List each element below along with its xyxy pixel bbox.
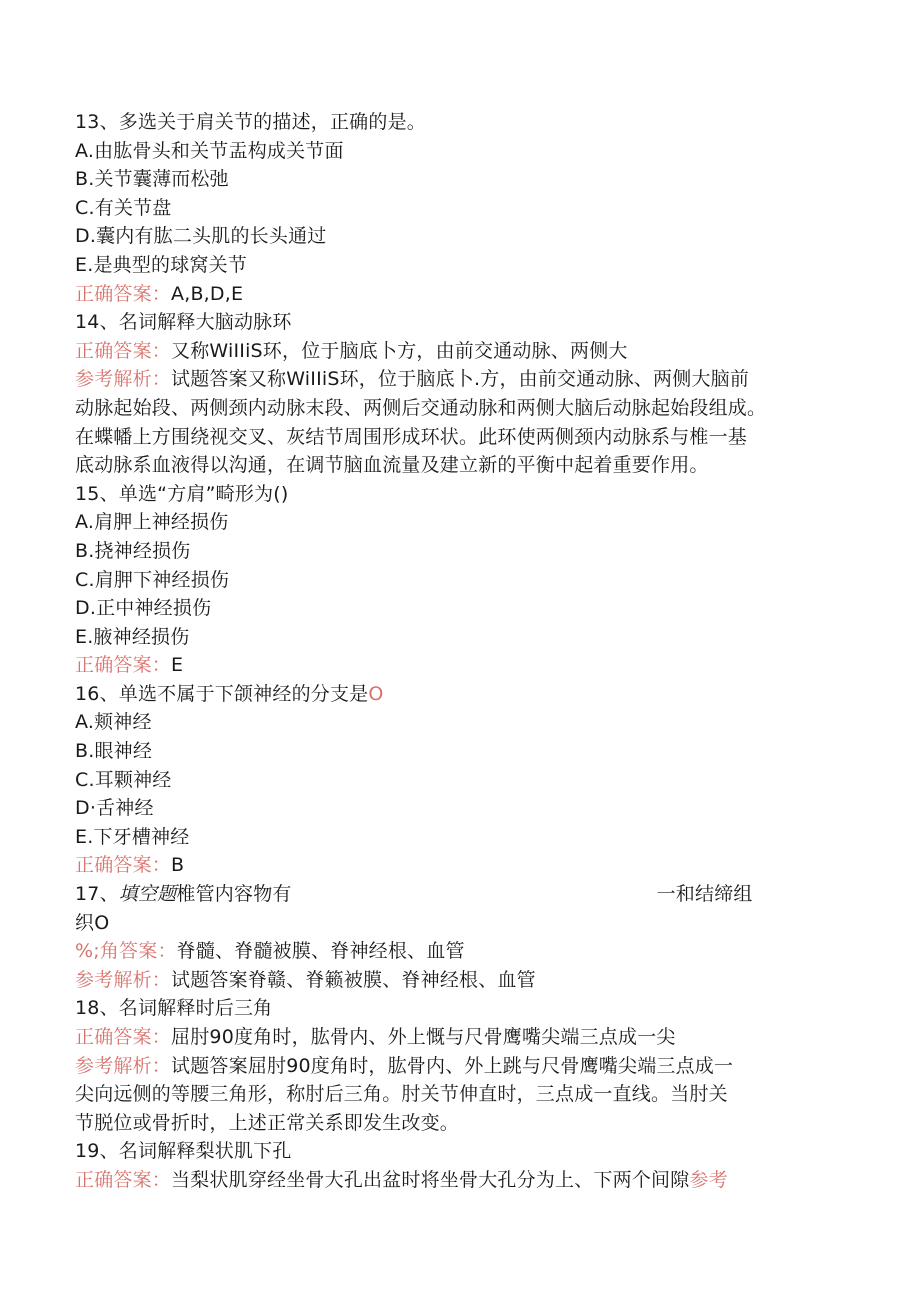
q13-option-b: B.关节囊薄而松弛 [75,168,229,191]
q19-title: 19、名词解释梨状肌下孔 [75,1140,292,1163]
q16-option-b: B.眼神经 [75,740,153,763]
q13-answer-row [75,280,865,309]
q16-answer-row [75,851,865,880]
q13-option-d: D.囊内有肱二头肌的长头通过 [75,225,327,248]
answer-label: 正确答案： [75,339,172,362]
q17-title-row [75,880,865,909]
q14-analysis-row [75,365,865,394]
q14-answer-row [75,337,865,366]
q18-title: 18、名词解释时后三角 [75,997,273,1020]
q16-option-e: E.下牙槽神经 [75,825,190,848]
q19-answer-row [75,1166,865,1195]
q14-analysis-line-3: 在蝶幡上方围绕视交叉、灰结节周围形成环状。此环使两侧颈内动脉系与椎一基 [75,425,748,448]
q16-answer: B [171,854,185,877]
q17-title-line-2: 织O [75,911,110,934]
q17-number: 17、 [75,883,119,906]
q14-title: 14、名词解释大脑动脉环 [75,311,292,334]
q15-option-c: C.肩胛下神经损伤 [75,568,230,591]
q17-analysis: 试题答案脊赣、脊籁被膜、脊神经根、血管 [171,968,536,991]
q16-title-mark: O [368,682,384,705]
q17-type: 填空题 [118,883,177,906]
q19-answer: 当梨状肌穿经坐骨大孔出盆时将坐骨大孔分为上、下两个间隙 [171,1168,690,1191]
q15-option-e: E.腋神经损伤 [75,625,190,648]
q15-option-d: D.正中神经损伤 [75,597,212,620]
analysis-label: 参考解析： [75,968,172,991]
q17-title: 椎管内容物有 [176,883,292,906]
q18-analysis-row [75,1052,865,1081]
q16-option-d: D·舌神经 [75,797,154,820]
q14-answer: 又称WiIIiS环，位于脑底卜方，由前交通动脉、两侧大 [171,339,628,362]
document-page [75,108,865,1195]
q18-answer: 屈肘90度角时，肱骨内、外上慨与尺骨鹰嘴尖端三点成一尖 [171,1026,676,1048]
analysis-label: 参考解析： [75,1054,172,1077]
q18-analysis-line-1: 试题答案屈肘90度角时，肱骨内、外上跳与尺骨鹰嘴尖端三点成一 [171,1054,734,1077]
answer-label: 正确答案： [75,282,172,305]
q16-option-c: C.耳颗神经 [75,768,172,791]
answer-label: %;角答案： [75,940,177,963]
q16-option-a: A.颊神经 [75,711,152,734]
q14-analysis-line-1: 试题答案又称WiIIiS环，位于脑底卜.方，由前交通动脉、两侧大脑前 [171,368,750,391]
answer-label: 正确答案： [75,1168,172,1191]
q17-title-tail: 一和结缔组 [656,883,753,906]
q14-analysis-line-2: 动脉起始段、两侧颈内动脉末段、两侧后交通动脉和两侧大脑后动脉起始段组成。 [75,396,767,419]
q17-analysis-row [75,966,865,995]
q18-analysis-line-3: 节脱位或骨折时，上述正常关系即发生改变。 [75,1111,460,1134]
q19-answer-tail: 参考 [689,1168,728,1191]
q15-option-a: A.肩胛上神经损伤 [75,511,229,534]
q17-answer: 脊髓、脊髓被膜、脊神经根、血管 [176,940,465,963]
q18-analysis-line-2: 尖向远侧的等腰三角形，称肘后三角。肘关节伸直时，三点成一直线。当肘关 [75,1083,728,1106]
q13-answer: A,B,D,E [171,282,244,305]
analysis-label: 参考解析： [75,368,172,391]
q16-title-row [75,680,865,709]
answer-label: 正确答案： [75,854,172,877]
answer-label: 正确答案： [75,654,172,677]
q15-answer-row [75,651,865,680]
q15-answer: E [171,654,184,677]
answer-label: 正确答案： [75,1026,172,1048]
q17-answer-row [75,937,865,966]
q13-title: 13、多选关于肩关节的描述，正确的是。 [75,111,426,133]
q13-option-e: E.是典型的球窝关节 [75,253,248,276]
q15-title: 15、单选“方肩”畸形为() [75,482,289,505]
q13-option-c: C.有关节盘 [75,196,172,219]
q13-option-a: A.由肱骨头和关节盂构成关节面 [75,139,344,162]
q14-analysis-line-4: 底动脉系血液得以沟通，在调节脑血流量及建立新的平衡中起着重要作用。 [75,454,709,477]
q15-option-b: B.挠神经损伤 [75,539,191,562]
q18-answer-row [75,1023,865,1052]
q16-title: 16、单选不属于下颌神经的分支是 [75,682,369,705]
